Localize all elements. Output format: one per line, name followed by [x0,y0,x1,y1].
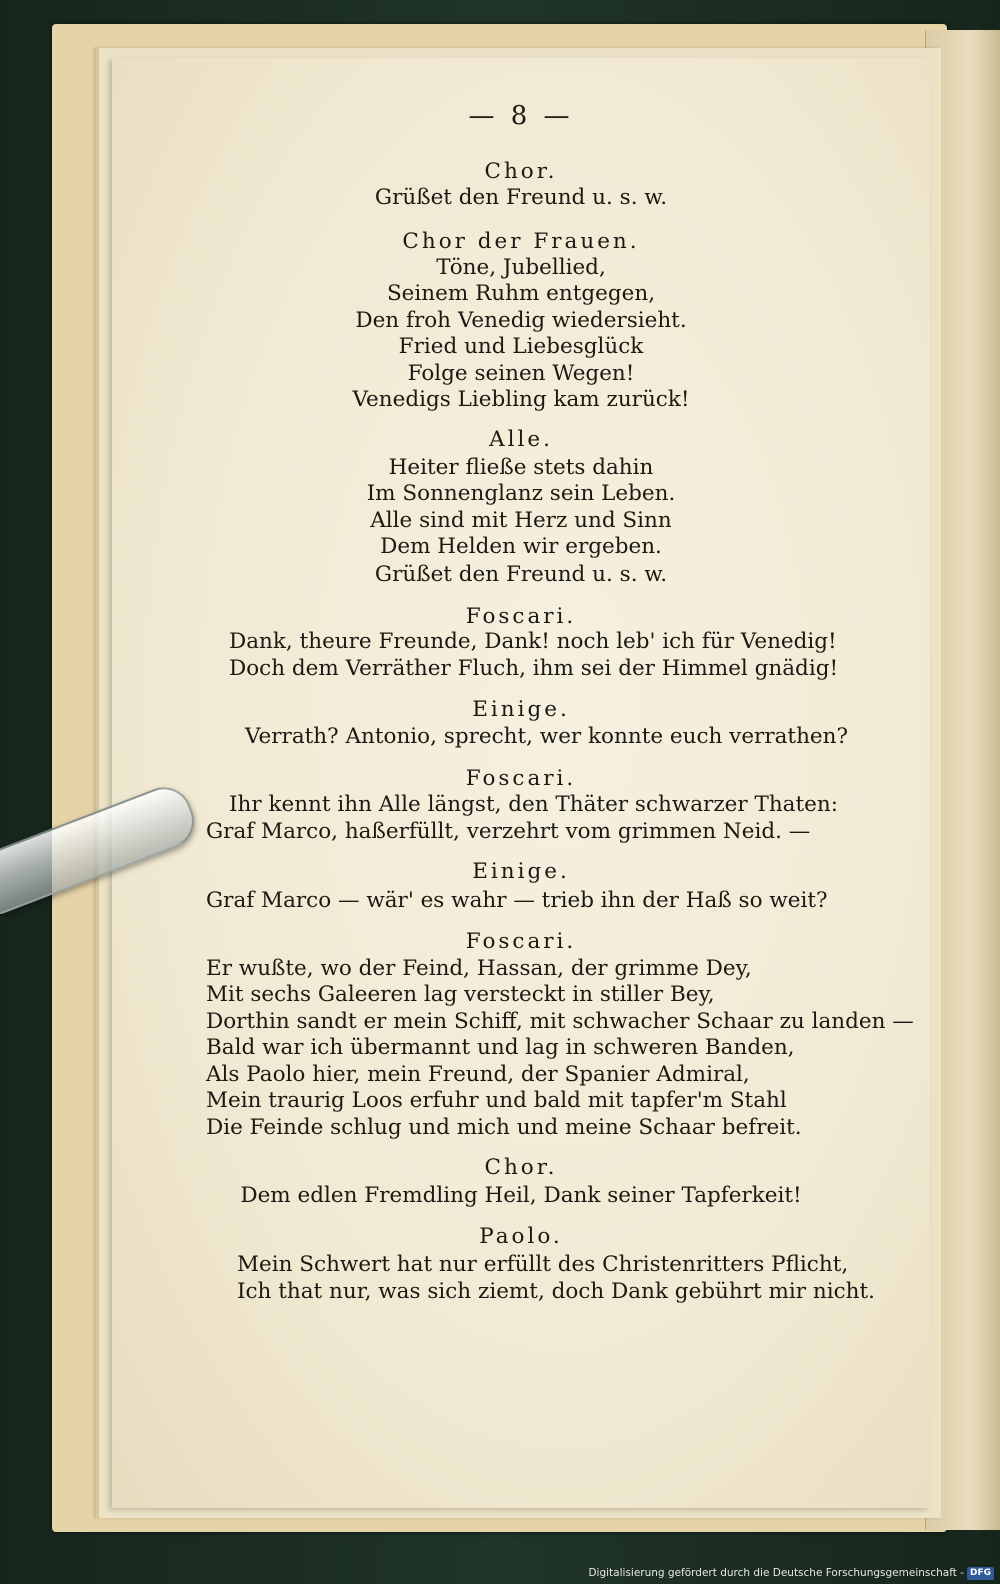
verse-line: Dem Helden wir ergeben. [380,534,662,559]
speaker-heading: Chor. [484,1155,558,1180]
speaker-heading: Paolo. [479,1224,563,1249]
verse-line: Grüßet den Freund u. s. w. [374,185,668,210]
verse-line: Ihr kennt ihn Alle längst, den Thäter schwarzer Thaten: [229,792,838,817]
verse-line: Als Paolo hier, mein Freund, der Spanier Admiral, [206,1062,750,1087]
verse-line: Mit sechs Galeeren lag versteckt in stiller Bey, [206,982,715,1007]
verse-line: Folge seinen Wegen! [407,361,635,386]
speaker-heading: Alle. [489,427,553,452]
verse-line: Graf Marco — wär' es wahr — trieb ihn der Haß so weit? [206,888,828,913]
verse-line: Mein Schwert hat nur erfüllt des Christenritters Pflicht, [237,1252,849,1277]
speaker-heading: Foscari. [465,929,577,954]
page-number: — 8 — [468,101,574,131]
speaker-heading: Einige. [472,859,570,884]
verse-line: Mein traurig Loos erfuhr und bald mit tapfer'm Stahl [206,1088,787,1113]
verse-line: Er wußte, wo der Feind, Hassan, der grimme Dey, [206,956,752,981]
speaker-heading: Chor der Frauen. [402,229,640,254]
verse-line: Heiter fließe stets dahin [388,455,654,480]
printed-page [112,58,930,1508]
verse-line: Die Feinde schlug und mich und meine Schaar befreit. [206,1115,802,1140]
speaker-heading: Einige. [472,697,570,722]
verse-line: Graf Marco, haßerfüllt, verzehrt vom grimmen Neid. — [206,819,811,844]
verse-line: Alle sind mit Herz und Sinn [370,508,672,533]
dfg-logo: DFG [967,1567,994,1580]
verse-line: Dank, theure Freunde, Dank! noch leb' ich für Venedig! [229,629,837,654]
speaker-heading: Chor. [484,159,558,184]
verse-line: Den froh Venedig wiedersieht. [355,308,687,333]
verse-line: Seinem Ruhm entgegen, [386,281,656,306]
verse-line: Dem edlen Fremdling Heil, Dank seiner Tapferkeit! [240,1183,802,1208]
verse-line: Grüßet den Freund u. s. w. [374,562,668,587]
verse-line: Bald war ich übermannt und lag in schweren Banden, [206,1035,795,1060]
verse-line: Venedigs Liebling kam zurück! [352,387,690,412]
speaker-heading: Foscari. [465,766,577,791]
digitization-credit [588,1564,994,1582]
credit-text: Digitalisierung gefördert durch die Deutsche Forschungsgemeinschaft - [588,1567,964,1579]
verse-line: Fried und Liebesglück [398,334,644,359]
verse-line: Verrath? Antonio, sprecht, wer konnte euch verrathen? [245,724,849,749]
verse-line: Doch dem Verräther Fluch, ihm sei der Himmel gnädig! [229,656,839,681]
verse-line: Dorthin sandt er mein Schiff, mit schwacher Schaar zu landen — [206,1009,914,1034]
verse-line: Töne, Jubellied, [436,255,606,280]
verse-line: Im Sonnenglanz sein Leben. [366,481,676,506]
speaker-heading: Foscari. [465,604,577,629]
verse-line: Ich that nur, was sich ziemt, doch Dank gebührt mir nicht. [237,1279,875,1304]
